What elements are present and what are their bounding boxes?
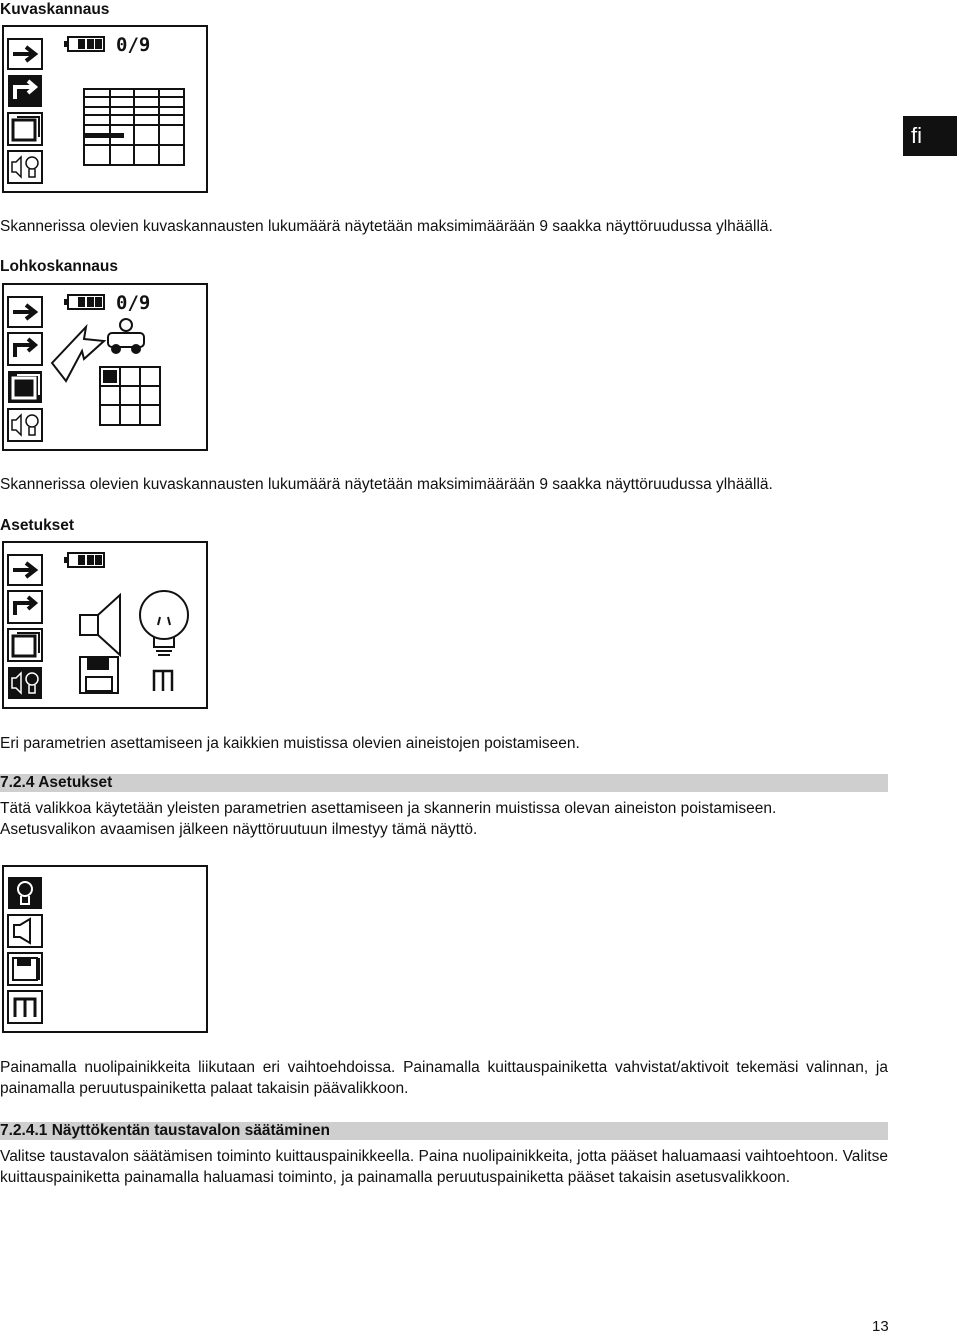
paragraph-navigation: Painamalla nuolipainikkeita liikutaan eri vaihtoehdoissa. Painamalla kuittauspainiketta vahvistat/aktivoit tekemäsi valinnan, ja painamalla peruutuspainiketta palaat takaisin päävalikkoon.: [0, 1059, 888, 1097]
screen-settings-menu: [2, 865, 208, 1033]
floppy-disk-icon: [8, 953, 42, 985]
window-icon: [8, 371, 42, 403]
section-title: Näyttökentän taustavalon säätäminen: [51, 1122, 330, 1139]
battery-icon: [64, 37, 104, 51]
arrow-right-icon: [8, 555, 42, 585]
memory-icon: [154, 671, 172, 691]
speaker-icon: [80, 595, 120, 655]
screen-asetukset: [2, 541, 208, 709]
speaker-bulb-icon: [8, 151, 42, 183]
section-title: Asetukset: [38, 774, 113, 791]
arrow-right-icon: [8, 39, 42, 69]
bulb-icon: [140, 591, 188, 655]
caption-asetukset: Eri parametrien asettamiseen ja kaikkien muistissa olevien aineistojen poistamiseen.: [0, 735, 580, 752]
section-title-asetukset: Asetukset: [0, 517, 75, 534]
battery-icon: [64, 295, 104, 309]
battery-icon: [64, 553, 104, 567]
scanner-device-icon: [108, 319, 144, 353]
arrow-return-icon: [8, 591, 42, 623]
window-icon: [8, 113, 42, 145]
section-number: 7.2.4.1: [0, 1122, 48, 1139]
block-grid-icon: [100, 367, 160, 425]
block-scan-arrow-icon: [52, 327, 104, 381]
page-number: 13: [872, 1318, 889, 1335]
scan-counter: 0/9: [116, 34, 151, 56]
speaker-bulb-icon: [8, 667, 42, 699]
section-number: 7.2.4: [0, 774, 35, 791]
section-title-lohkoskannaus: Lohkoskannaus: [0, 258, 118, 275]
caption-kuvaskannaus: Skannerissa olevien kuvaskannausten lukumäärä näytetään maksimimäärään 9 saakka näyttöruudussa ylhäällä.: [0, 218, 773, 235]
caption-lohkoskannaus: Skannerissa olevien kuvaskannausten lukumäärä näytetään maksimimäärään 9 saakka näyttöruudussa ylhäällä.: [0, 476, 773, 493]
language-tab: fi: [903, 116, 957, 156]
arrow-right-icon: [8, 297, 42, 327]
scan-counter: 0/9: [116, 292, 151, 314]
paragraph-backlight: Valitse taustavalon säätämisen toiminto kuittauspainikkeella. Paina nuolipainikkeita, jotta pääset haluamaasi vaihtoehtoon. Valitse kuittauspainiketta painamalla haluamasi toiminto, ja painamalla peruutuspainiketta pääset takaisin asetusvalikkoon.: [0, 1148, 888, 1186]
screen-lohkoskannaus: [2, 283, 208, 451]
speaker-bulb-icon: [8, 409, 42, 441]
window-icon: [8, 629, 42, 661]
backlight-bulb-icon: [8, 877, 42, 909]
section-heading-7-2-4-1: [0, 1122, 888, 1140]
paragraph-line: Asetusvalikon avaamisen jälkeen näyttöruutuun ilmestyy tämä näyttö.: [0, 821, 478, 838]
section-title-kuvaskannaus: Kuvaskannaus: [0, 1, 110, 18]
arrow-return-icon: [8, 75, 42, 107]
memory-icon: [8, 991, 42, 1023]
volume-speaker-icon: [8, 915, 42, 947]
floppy-disk-icon: [80, 657, 118, 693]
section-heading-7-2-4: [0, 774, 888, 792]
image-scan-grid-icon: [84, 89, 184, 165]
arrow-return-icon: [8, 333, 42, 365]
paragraph-line: Tätä valikkoa käytetään yleisten parametrien asettamiseen ja skannerin muistissa olevan aineiston poistamiseen.: [0, 800, 777, 817]
screen-kuvaskannaus: [2, 25, 208, 193]
